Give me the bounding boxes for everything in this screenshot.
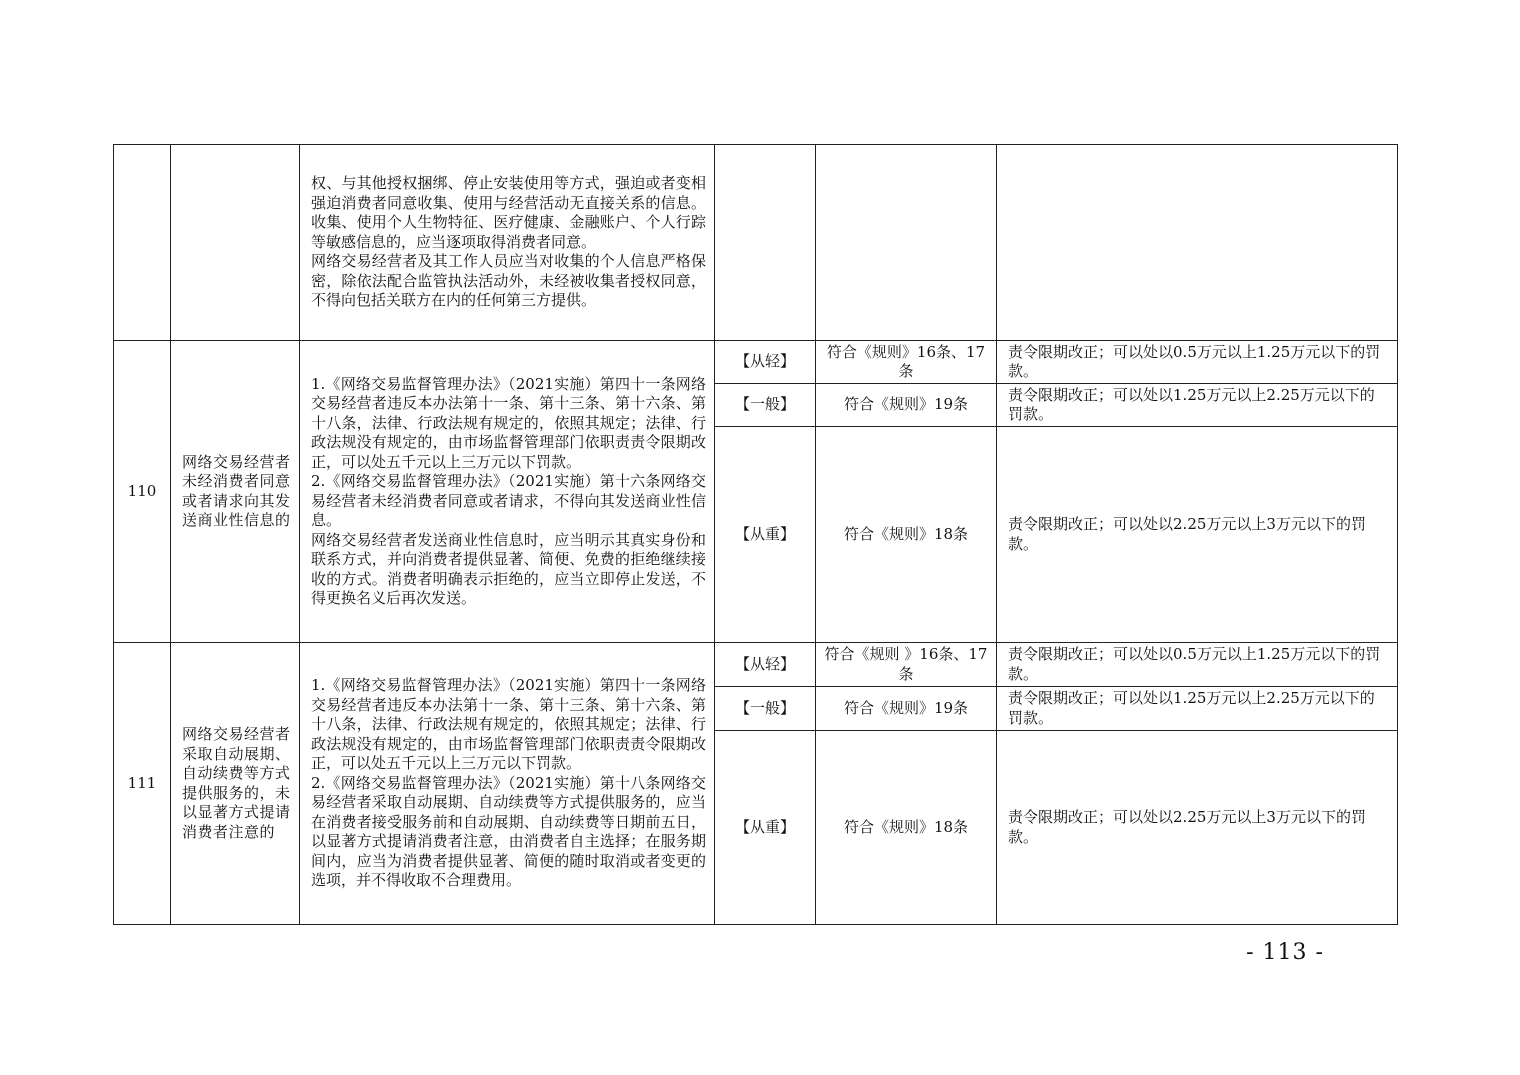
legal-basis-paragraph: 网络交易经营者及其工作人员应当对收集的个人信息严格保密，除依法配合监管执法活动外，未经被收集者授权同意，不得向包括关联方在内的任何第三方提供。 [311, 252, 706, 310]
applicable-condition-cell [816, 145, 997, 341]
page-number: - 113 - [1246, 940, 1324, 965]
legal-basis-paragraph: 网络交易经营者发送商业性信息时，应当明示其真实身份和联系方式，并向消费者提供显著、简便、免费的拒绝继续接收的方式。消费者明确表示拒绝的，应当立即停止发送，不得更换名义后再次发送。 [311, 530, 706, 607]
legal-basis-paragraph: 2.《网络交易监督管理办法》（2021实施）第十六条网络交易经营者未经消费者同意或者请求，不得向其发送商业性信息。 [311, 472, 706, 529]
applicable-condition-light: 符合《规则 》16条、17条 [816, 643, 997, 687]
applicable-condition-heavy: 符合《规则》18条 [816, 731, 997, 925]
discretion-level-light: 【从轻】 [715, 643, 816, 687]
penalty-standards-table [113, 144, 1398, 925]
discretion-level-general: 【一般】 [715, 384, 816, 427]
row-number-cell [114, 145, 171, 341]
applicable-condition-general: 符合《规则》19条 [816, 687, 997, 731]
table-row-111 [114, 643, 1398, 687]
row-number-cell: 110 [114, 341, 171, 643]
violation-name-cell: 网络交易经营者采取自动展期、自动续费等方式提供服务的，未以显著方式提请消费者注意的 [171, 643, 300, 925]
discretion-level-cell [715, 145, 816, 341]
penalty-standard-light: 责令限期改正；可以处以0.5万元以上1.25万元以下的罚款。 [997, 341, 1398, 384]
applicable-condition-general: 符合《规则》19条 [816, 384, 997, 427]
legal-basis-paragraph: 权、与其他授权捆绑、停止安装使用等方式，强迫或者变相强迫消费者同意收集、使用与经营活动无直接关系的信息。收集、使用个人生物特征、医疗健康、金融账户、个人行踪等敏感信息的，应当逐项取得消费者同意。 [311, 174, 706, 251]
discretion-level-light: 【从轻】 [715, 341, 816, 384]
penalty-standard-cell [997, 145, 1398, 341]
legal-basis-cell [300, 643, 715, 925]
penalty-standard-general: 责令限期改正；可以处以1.25万元以上2.25万元以下的罚款。 [997, 687, 1398, 731]
penalty-standard-heavy: 责令限期改正；可以处以2.25万元以上3万元以下的罚款。 [997, 427, 1398, 643]
legal-basis-paragraph: 2.《网络交易监督管理办法》（2021实施）第十八条网络交易经营者采取自动展期、自动续费等方式提供服务的，应当在消费者接受服务前和自动展期、自动续费等日期前五日，以显著方式提请消费者注意，由消费者自主选择；在服务期间内，应当为消费者提供显著、简便的随时取消或者变更的选项，并不得收取不合理费用。 [311, 773, 706, 890]
applicable-condition-heavy: 符合《规则》18条 [816, 427, 997, 643]
violation-name-cell [171, 145, 300, 341]
discretion-level-heavy: 【从重】 [715, 427, 816, 643]
penalty-standard-general: 责令限期改正；可以处以1.25万元以上2.25万元以下的罚款。 [997, 384, 1398, 427]
legal-basis-paragraph: 1.《网络交易监督管理办法》（2021实施）第四十一条网络交易经营者违反本办法第十一条、第十三条、第十六条、第十八条，法律、行政法规有规定的，依照其规定；法律、行政法规没有规定的，由市场监督管理部门依职责责令限期改正，可以处五千元以上三万元以下罚款。 [311, 374, 706, 471]
table-row-110 [114, 341, 1398, 384]
discretion-level-general: 【一般】 [715, 687, 816, 731]
penalty-standard-heavy: 责令限期改正；可以处以2.25万元以上3万元以下的罚款。 [997, 731, 1398, 925]
legal-basis-paragraph: 1.《网络交易监督管理办法》（2021实施）第四十一条网络交易经营者违反本办法第十一条、第十三条、第十六条、第十八条，法律、行政法规有规定的，依照其规定；法律、行政法规没有规定的，由市场监督管理部门依职责责令限期改正，可以处五千元以上三万元以下罚款。 [311, 676, 706, 773]
applicable-condition-light: 符合《规则》16条、17条 [816, 341, 997, 384]
legal-basis-cell [300, 145, 715, 341]
discretion-level-heavy: 【从重】 [715, 731, 816, 925]
row-number-cell: 111 [114, 643, 171, 925]
legal-basis-cell [300, 341, 715, 643]
table-row-continuation [114, 145, 1398, 341]
violation-name-cell: 网络交易经营者未经消费者同意或者请求向其发送商业性信息的 [171, 341, 300, 643]
penalty-standard-light: 责令限期改正；可以处以0.5万元以上1.25万元以下的罚款。 [997, 643, 1398, 687]
